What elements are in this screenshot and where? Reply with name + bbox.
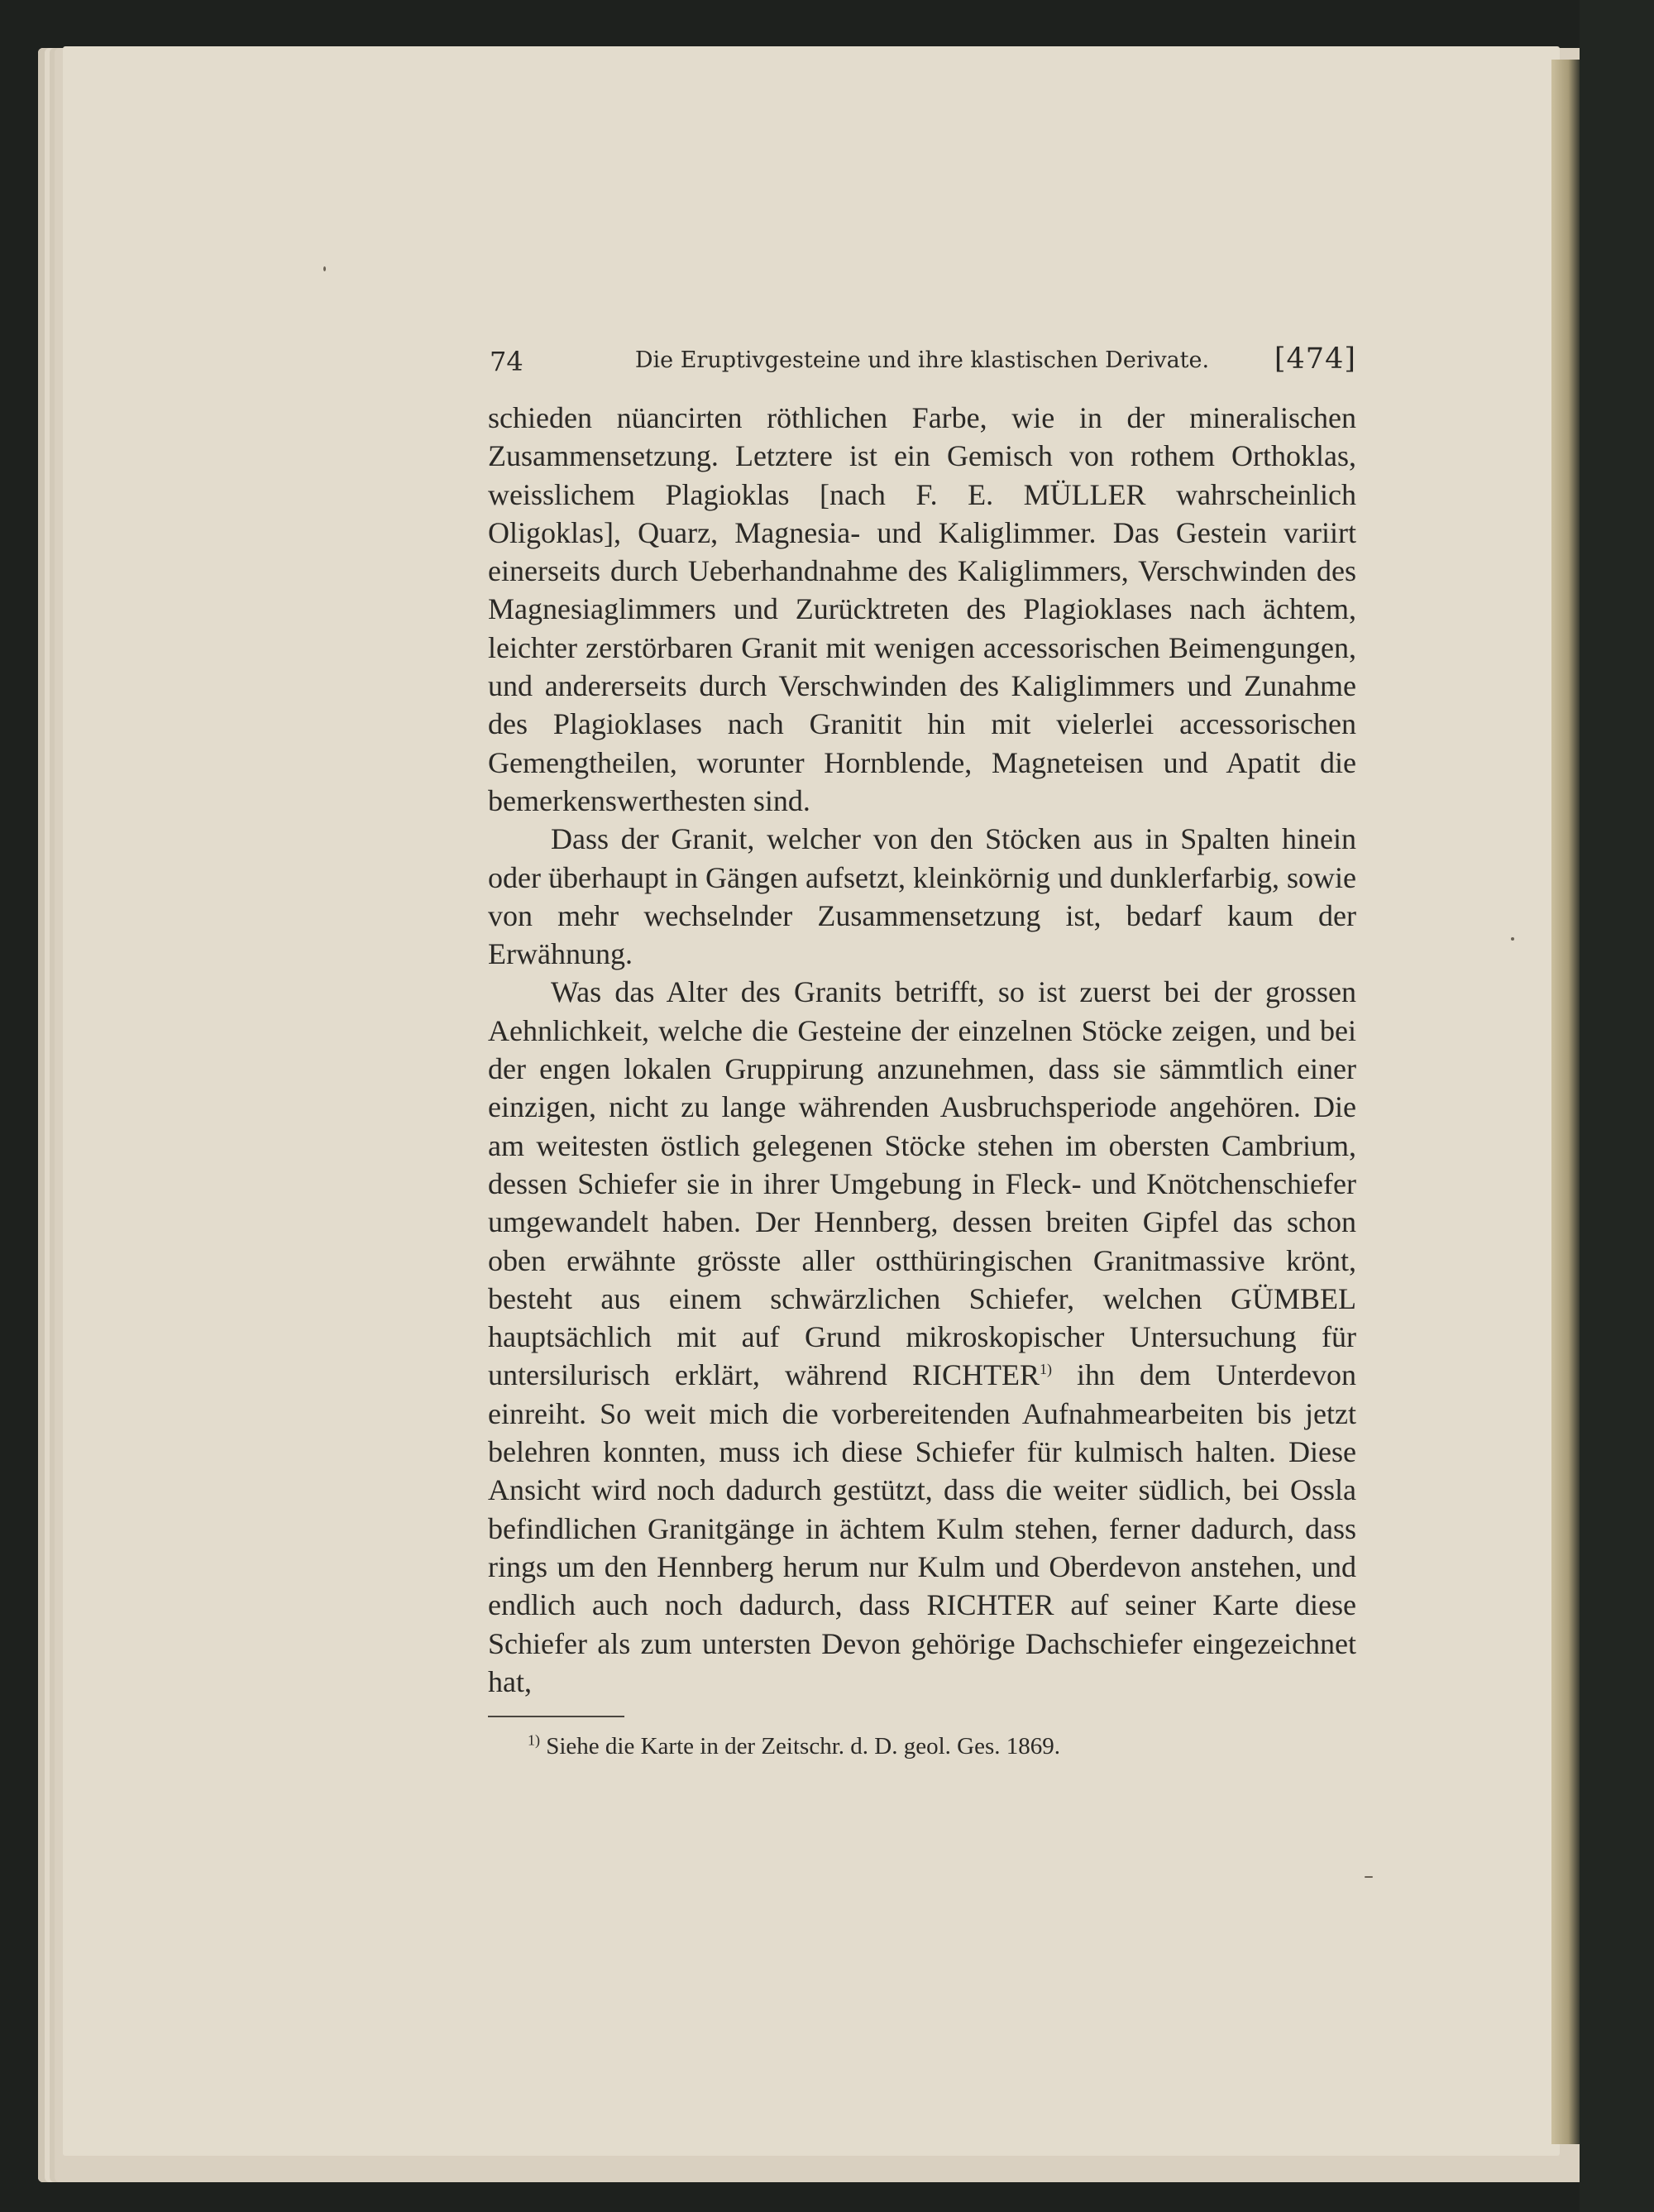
footnote-text: Siehe die Karte in der Zeitschr. d. D. geol. Ges. 1869. <box>546 1733 1060 1760</box>
page-number: 74 <box>490 346 523 377</box>
paper-speck <box>1365 1876 1373 1878</box>
gutter-shadow <box>1551 60 1580 2144</box>
footnote-reference: 1) <box>1039 1361 1052 1378</box>
paper-speck <box>323 266 326 271</box>
footnote-marker: 1) <box>528 1731 540 1749</box>
body-text <box>488 399 1356 1701</box>
page-text-block <box>488 339 1356 1762</box>
paper-speck <box>1511 937 1514 941</box>
paragraph: Dass der Granit, welcher von den Stöcken aus in Spalten hinein oder überhaupt in Gängen aufsetzt, kleinkörnig und dunklerfarbig, sowie von mehr wechselnder Zusammensetzung ist, bedarf kaum der Erwähnung. <box>488 822 1356 971</box>
footnote-divider <box>488 1716 624 1717</box>
running-title: Die Eruptivgesteine und ihre klastischen Derivate. <box>634 347 1210 373</box>
bracket-page-number: [474] <box>1274 342 1356 376</box>
book-binding <box>1580 0 1654 2212</box>
running-head <box>488 339 1356 385</box>
paragraph-continuation: ihn dem Unterdevon einreiht. So weit mich die vorbereitenden Aufnahmearbeiten bis jetzt belehren konnten, muss ich diese Schiefer für kulmisch halten. Diese Ansicht wird noch dadurch gestützt, dass die weiter südlich, bei Ossla befindlichen Granitgänge in ächtem Kulm stehen, ferner dadurch, dass rings um den Hennberg herum nur Kulm und Oberdevon anstehen, und endlich auch noch dadurch, dass RICHTER auf seiner Karte diese Schiefer als zum untersten Devon gehörige Dachschiefer eingezeichnet hat, <box>488 1358 1357 1698</box>
paragraph: schieden nüancirten röthlichen Farbe, wie in der mineralischen Zusammensetzung. Letztere ist ein Gemisch von rothem Orthoklas, weisslichem Plagioklas [nach F. E. MÜLLER wahrscheinlich Oligoklas], Quarz, Magnesia- und Kaliglimmer. Das Gestein variirt einerseits durch Ueberhandnahme des Kaliglimmers, Verschwinden des Magnesiaglimmers und Zurücktreten des Plagioklases nach ächtem, leichter zerstörbaren Granit mit wenigen accessorischen Beimengungen, und andererseits durch Verschwinden des Kaliglimmers und Zunahme des Plagioklases nach Granitit hin mit vielerlei accessorischen Gemengtheilen, worunter Hornblende, Magneteisen und Apatit die bemerkenswerthesten sind. <box>488 401 1356 817</box>
paragraph-text: Was das Alter des Granits betrifft, so ist zuerst bei der grossen Aehnlichkeit, welche die Gesteine der einzelnen Stöcke zeigen, und bei der engen lokalen Gruppirung anzunehmen, dass sie sämmtlich einer einzigen, nicht zu lange währenden Ausbruchsperiode angehören. Die am weitesten östlich gelegenen Stöcke stehen im obersten Cambrium, dessen Schiefer sie in ihrer Umgebung in Fleck- und Knötchenschiefer umgewandelt haben. Der Hennberg, dessen breiten Gipfel das schon oben erwähnte grösste aller ostthüringischen Granitmassive krönt, besteht aus einem schwärzlichen Schiefer, welchen GÜMBEL hauptsächlich mit auf Grund mikroskopischer Untersuchung für untersilurisch erklärt, während RICHTER <box>488 975 1356 1392</box>
paragraph <box>488 973 1356 1701</box>
footnote <box>488 1731 1356 1762</box>
